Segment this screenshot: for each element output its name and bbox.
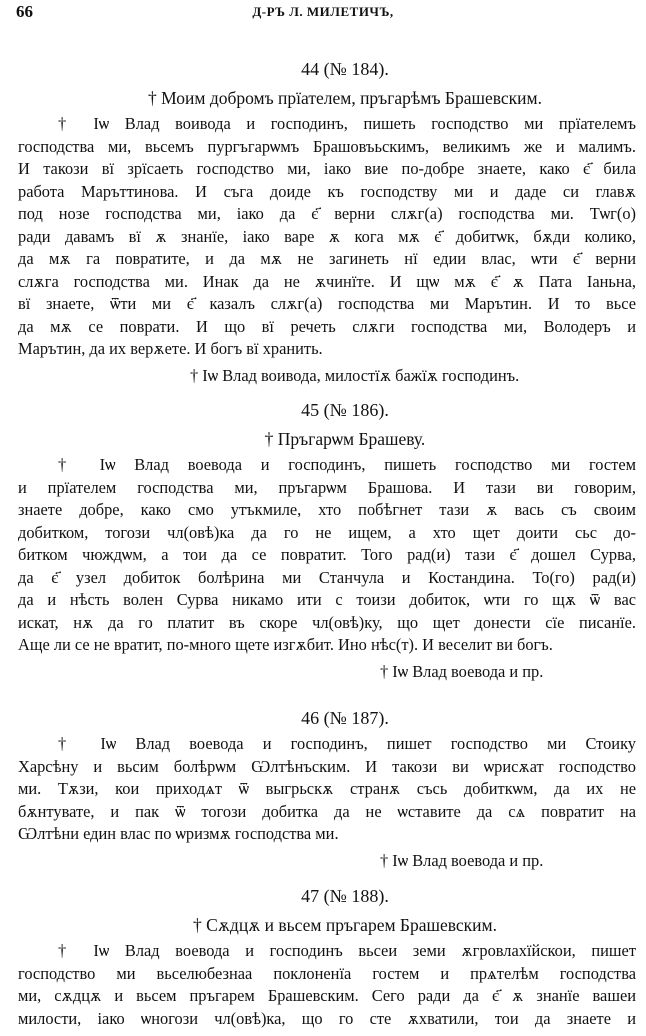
text-line: † Іѡ Влад воивода и господинъ, пишеть господство ми прїателемъ bbox=[58, 114, 636, 133]
text-line: Харсѣну и вьсим болѣрѡм Ѡлтѣнъским. И такози ви ѡрисѫат господство bbox=[18, 756, 636, 776]
text-line: да и нѣсть волен Сурва никамо ити с тоизи добиток, ѡти го щѫ ѿ вас bbox=[18, 590, 636, 609]
text-line: знаете добре, како смо утъкмиле, хто побѣгнет тази ѫ вась съ своим bbox=[18, 500, 636, 519]
text-line: слѫга господства ми. Инак да не ѫчинїте. И щѡ мѫ є҃ ѫ Пата Іаньна, bbox=[18, 271, 636, 291]
document-address: † Моим добромъ прїателем, пръгарѣмъ Брашевским. bbox=[148, 88, 542, 108]
text-line: да є҃ узел добиток болѣрина ми Станчула и Костандина. То(го) рад(и) bbox=[18, 567, 636, 587]
text-line: милости, іако ѡногози чл(овѣ)ка, що го сте ѫхватили, тои да знаете и bbox=[18, 1008, 636, 1028]
text-line: † Іѡ Влад воевода и господинъ вьсеи земи ѫгровлахїйскои, пишет bbox=[58, 941, 636, 960]
text-line: добитком, тогози чл(овѣ)ка да го не ищем, а хто щет доити сьс до- bbox=[18, 522, 636, 542]
signature: † Іѡ Влад воивода, милостїѫ бажїѫ господинъ. bbox=[190, 365, 520, 385]
text-line: да мѫ га повратите, и да мѫ не загинеть нї едии влас, ѡти є҃ верни bbox=[18, 249, 636, 268]
text-line: ми. Тѫзи, кои приходѧт ѿ выгрьскѫ странѫ съсь добиткѡм, да их не bbox=[18, 779, 636, 798]
document-number: 44 (№ 184). bbox=[301, 59, 389, 79]
document-address: † Сѫдцѫ и вьсем пръгарем Брашевским. bbox=[193, 915, 497, 935]
document-number: 47 (№ 188). bbox=[301, 886, 389, 906]
text-line: Ѡлтѣни един влас по ѡризмѫ господства ми. bbox=[18, 824, 339, 843]
text-line: ми, сѫдцѫ и вьсем пръгарем Брашевским. Сего ради да є҃ ѫ знанїе вашеи bbox=[18, 986, 636, 1005]
document-number: 46 (№ 187). bbox=[301, 708, 389, 728]
text-line: ради давамъ вї ѫ знанїе, іако варе ѫ кога мѫ є҃ добитѡк, бѫди колико, bbox=[18, 226, 636, 246]
document-45 bbox=[18, 396, 636, 687]
running-title: Д-РЪ Л. МИЛЕТИЧЪ, bbox=[252, 4, 394, 19]
signature: † Іѡ Влад воевода и пр. bbox=[380, 661, 544, 681]
text-line: † Іѡ Влад воевода и господинъ, пишеть господство ми гостем bbox=[58, 455, 636, 474]
text-line: битком чюждѡм, а тои да се повратит. Того рад(и) тази є҃ дошел Сурва, bbox=[18, 545, 636, 564]
text-line: † Іѡ Влад воевода и господинъ, пишет господство ми Стоику bbox=[58, 734, 636, 753]
document-44 bbox=[18, 55, 636, 391]
text-line: бѫнтувате, и пак ѿ тогози добитка да не ѡставите да сѧ повратит на bbox=[18, 801, 636, 821]
text-line: под нозе господства ми, іако да є҃ верни слѫг(а) господства ми. Тѡг(о) bbox=[18, 204, 636, 223]
document-47 bbox=[18, 882, 636, 1030]
page-number: 66 bbox=[16, 2, 33, 21]
text-line: Аще ли се не вратит, по-много щете изгѫбит. Ино нѣс(т). И веселит ви богъ. bbox=[18, 635, 553, 654]
text-line: господства ми, вьсемъ пургъгарѡмъ Брашовъьскимъ, великимъ же и малимъ. bbox=[18, 136, 636, 156]
text-line: Марътин, да их верѫете. И богъ вї хранить. bbox=[18, 339, 323, 358]
signature: † Іѡ Влад воевода и пр. bbox=[380, 850, 544, 870]
text-line: да мѫ се поврати. И що вї речеть слѫги господства ми, Володеръ и bbox=[18, 316, 636, 336]
text-line: И такози вї зрїсаеть господство ми, іако вие по-добре знаете, како є҃ била bbox=[18, 159, 636, 178]
text-line: искат, нѫ да го платит въ скоре чл(овѣ)ку, що щет донести сїе писанїе. bbox=[18, 612, 636, 632]
document-address: † Пръгарѡм Брашеву. bbox=[264, 429, 426, 449]
text-line: работа Маръттинова. И съга доиде къ господству ми и даде си главѫ bbox=[18, 181, 636, 201]
document-number: 45 (№ 186). bbox=[301, 400, 389, 420]
text-line: и прїателем господства ми, пръгарѡм Брашова. И тази ви говорим, bbox=[18, 477, 636, 497]
text-line: господство ми вьселюбезнаа поклоненїа гостем и прѧтелѣм господства bbox=[18, 963, 636, 983]
text-line: вї знаете, ѿти ми є҃ казалъ слѫг(а) господства ми Марътин. И то вьсе bbox=[18, 294, 636, 313]
document-46 bbox=[18, 704, 636, 876]
